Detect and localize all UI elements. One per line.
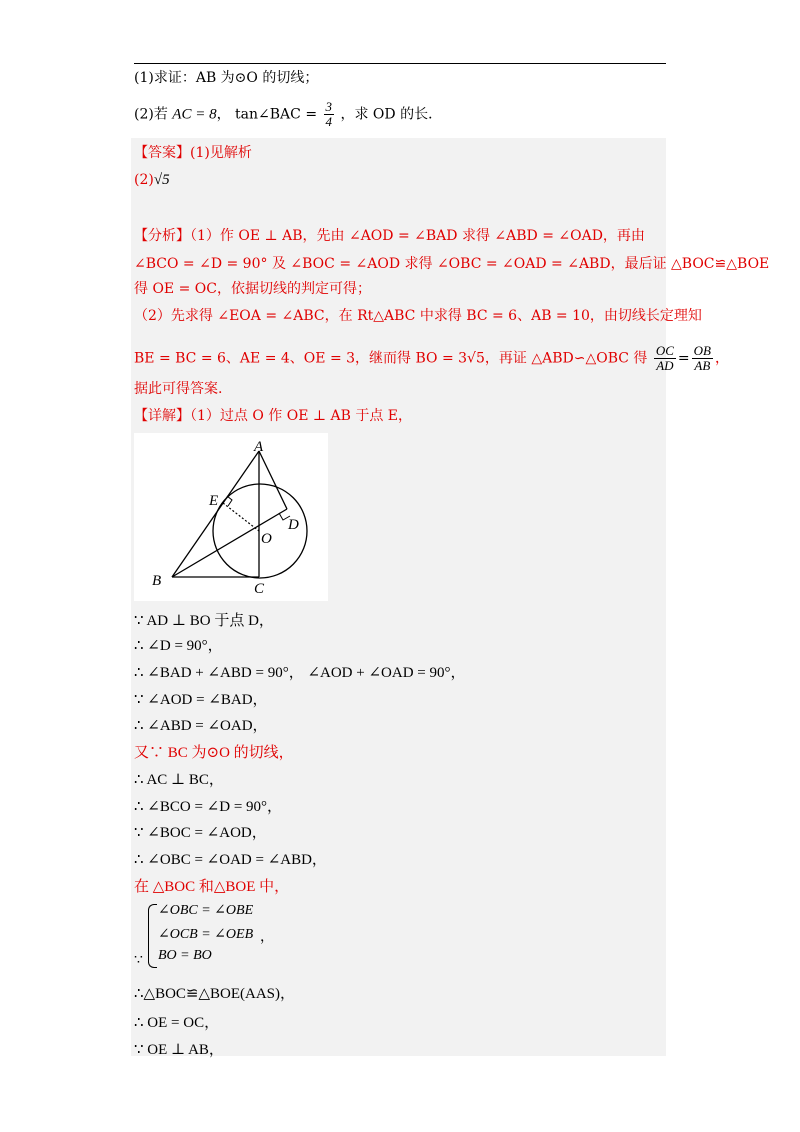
detail-step: ∴ ∠D = 90°，: [134, 638, 223, 654]
answer-1: (1)见解析: [190, 145, 252, 161]
ratio-fraction-2: [692, 344, 713, 373]
line-oe-dotted: [223, 503, 259, 531]
detail-step: ∴ ∠BAD + ∠ABD = 90°， ∠AOD + ∠OAD = 90°，: [134, 665, 466, 681]
q2-fraction: [324, 100, 335, 129]
analysis-5-end: ，: [715, 350, 729, 367]
line-ab: [172, 451, 259, 577]
label-b: B: [152, 573, 162, 589]
q2-suffix: ，求 OD 的长．: [340, 106, 443, 123]
detail-after-step: ∴△BOC≌△BOE(AAS)，: [134, 986, 296, 1002]
detail-step: 又∵ BC 为⊙O 的切线，: [134, 745, 294, 761]
detail-step: ∵ ∠BOC = ∠AOD，: [134, 825, 267, 841]
answer-line-2: [134, 170, 170, 190]
q2-ac: AC = 8: [172, 106, 217, 123]
analysis-label: 【分析】: [134, 228, 190, 244]
detail-step: ∴ ∠ABD = ∠OAD，: [134, 718, 268, 734]
detail-step: ∵ ∠AOD = ∠BAD，: [134, 692, 268, 708]
detail-step: 在 △BOC 和△BOE 中，: [134, 879, 290, 895]
detail-step: ∴ ∠BCO = ∠D = 90°，: [134, 799, 283, 815]
top-rule: [134, 63, 666, 64]
analysis-text-5: BE = BC = 6、AE = 4、OE = 3，继而得 BO = 3√5，再证 △ABD∽△OBC 得: [134, 350, 648, 367]
answer-2-value: √5: [153, 172, 170, 188]
analysis-line-2: ∠BCO = ∠D = 90° 及 ∠BOC = ∠AOD 求得 ∠OBC = ∠OAD = ∠ABD，最后证 △BOC≌△BOE: [134, 256, 770, 272]
detail-after-step: ∴ OE = OC，: [134, 1015, 220, 1031]
label-d: D: [288, 517, 299, 533]
analysis-line-4: （2）先求得 ∠EOA = ∠ABC，在 Rt△ABC 中求得 BC = 6、AB = 10，由切线长定理知: [134, 308, 702, 324]
detail-line-1: [134, 406, 412, 426]
ratio-2-num: OB: [693, 343, 711, 358]
analysis-line-6: 据此可得答案.: [134, 381, 223, 397]
answer-label: 【答案】: [134, 145, 190, 161]
ratio-1-num: OC: [655, 343, 674, 358]
congruence-system: [134, 902, 334, 974]
question-2: (2)若 AC = 8， tan∠BAC = $\frac{3}{4}$ ，求 OD 的长．: [134, 99, 443, 129]
detail-label: 【详解】: [134, 408, 190, 424]
ratio-fraction-1: [654, 344, 676, 373]
detail-step: ∴ AC ⊥ BC，: [134, 772, 224, 788]
analysis-line-3: 得 OE = OC，依据切线的判定可得；: [134, 281, 371, 297]
analysis-text-1: （1）作 OE ⊥ AB，先由 ∠AOD = ∠BAD 求得 ∠ABD = ∠OAD，再由: [190, 228, 645, 244]
ratio-2-den: AB: [694, 358, 711, 373]
q2-tan: tan∠BAC =: [235, 106, 318, 123]
q2-prefix: (2)若: [134, 106, 168, 123]
detail-step: ∵ AD ⊥ BO 于点 D，: [134, 613, 274, 629]
analysis-line-1: [134, 226, 645, 246]
brace: [148, 904, 157, 968]
label-c: C: [254, 581, 265, 597]
analysis-line-5: [134, 344, 729, 373]
answer-line-1: [134, 143, 252, 163]
ratio-equals: =: [677, 350, 690, 367]
label-e: E: [209, 493, 219, 509]
system-row-2: ∠OCB = ∠OEB: [158, 927, 254, 942]
geometry-svg: [134, 433, 328, 601]
system-because: ∵: [134, 952, 143, 968]
question-1: (1)求证：AB 为⊙O 的切线；: [134, 70, 319, 86]
label-o: O: [261, 531, 272, 547]
ratio-1-den: AD: [656, 358, 674, 373]
system-end: ，: [260, 929, 274, 945]
q2-frac-num: 3: [325, 99, 333, 114]
label-a: A: [254, 439, 264, 455]
answer-2-prefix: (2): [134, 172, 154, 188]
detail-step: ∴ ∠OBC = ∠OAD = ∠ABD，: [134, 852, 327, 868]
system-row-3: BO = BO: [158, 948, 212, 963]
detail-intro: （1）过点 O 作 OE ⊥ AB 于点 E，: [190, 408, 413, 424]
detail-after-step: ∵ OE ⊥ AB，: [134, 1042, 224, 1058]
line-ad: [259, 451, 287, 509]
geometry-figure: [134, 433, 328, 601]
q2-frac-den: 4: [325, 114, 333, 129]
system-row-1: ∠OBC = ∠OBE: [158, 903, 254, 918]
